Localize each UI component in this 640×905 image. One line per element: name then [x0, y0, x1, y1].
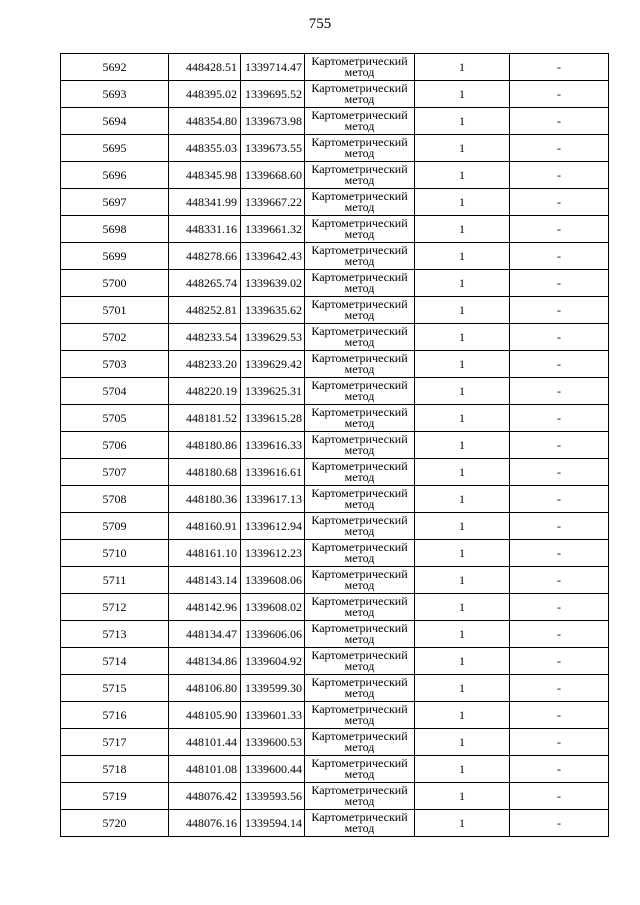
table-row: [61, 810, 609, 837]
accuracy-cell: 1: [415, 540, 510, 567]
method-line-2: метод: [344, 470, 375, 484]
description-cell: -: [510, 378, 609, 405]
method-cell: [305, 135, 415, 162]
description-cell: -: [510, 621, 609, 648]
table-row: [61, 81, 609, 108]
accuracy-cell: 1: [415, 756, 510, 783]
description-cell: -: [510, 486, 609, 513]
point-number-cell: 5705: [61, 405, 169, 432]
y-coordinate-cell: 1339635.62: [241, 297, 305, 324]
method-line-2: метод: [344, 659, 375, 673]
accuracy-cell: 1: [415, 297, 510, 324]
description-cell: -: [510, 108, 609, 135]
accuracy-cell: 1: [415, 783, 510, 810]
y-coordinate-cell: 1339594.14: [241, 810, 305, 837]
y-coordinate-cell: 1339600.44: [241, 756, 305, 783]
description-cell: -: [510, 81, 609, 108]
description-cell: -: [510, 756, 609, 783]
table-row: [61, 513, 609, 540]
method-line-1: Картометрический: [311, 432, 408, 446]
accuracy-cell: 1: [415, 675, 510, 702]
description-cell: -: [510, 783, 609, 810]
x-coordinate-cell: 448134.47: [169, 621, 241, 648]
method-line-1: Картометрический: [311, 297, 408, 311]
y-coordinate-cell: 1339673.98: [241, 108, 305, 135]
x-coordinate-cell: 448101.44: [169, 729, 241, 756]
method-line-2: метод: [344, 308, 375, 322]
coordinates-table-body: [61, 54, 609, 837]
y-coordinate-cell: 1339625.31: [241, 378, 305, 405]
method-cell: [305, 216, 415, 243]
table-row: [61, 405, 609, 432]
y-coordinate-cell: 1339661.32: [241, 216, 305, 243]
table-row: [61, 351, 609, 378]
method-line-1: Картометрический: [311, 243, 408, 257]
method-cell: [305, 621, 415, 648]
method-line-1: Картометрический: [311, 54, 408, 68]
method-line-2: метод: [344, 767, 375, 781]
point-number-cell: 5720: [61, 810, 169, 837]
method-line-1: Картометрический: [311, 108, 408, 122]
description-cell: -: [510, 405, 609, 432]
point-number-cell: 5699: [61, 243, 169, 270]
method-line-2: метод: [344, 146, 375, 160]
description-cell: -: [510, 810, 609, 837]
accuracy-cell: 1: [415, 702, 510, 729]
x-coordinate-cell: 448101.08: [169, 756, 241, 783]
y-coordinate-cell: 1339601.33: [241, 702, 305, 729]
page-number: 755: [308, 16, 332, 32]
method-line-1: Картометрический: [311, 513, 408, 527]
method-line-1: Картометрический: [311, 405, 408, 419]
method-line-1: Картометрический: [311, 270, 408, 284]
table-row: [61, 432, 609, 459]
point-number-cell: 5717: [61, 729, 169, 756]
point-number-cell: 5712: [61, 594, 169, 621]
x-coordinate-cell: 448341.99: [169, 189, 241, 216]
x-coordinate-cell: 448345.98: [169, 162, 241, 189]
point-number-cell: 5704: [61, 378, 169, 405]
description-cell: -: [510, 567, 609, 594]
point-number-cell: 5707: [61, 459, 169, 486]
method-line-1: Картометрический: [311, 486, 408, 500]
y-coordinate-cell: 1339667.22: [241, 189, 305, 216]
method-line-1: Картометрический: [311, 216, 408, 230]
method-cell: [305, 810, 415, 837]
description-cell: -: [510, 432, 609, 459]
table-row: [61, 243, 609, 270]
table-row: [61, 216, 609, 243]
x-coordinate-cell: 448233.54: [169, 324, 241, 351]
method-cell: [305, 54, 415, 81]
y-coordinate-cell: 1339642.43: [241, 243, 305, 270]
table-row: [61, 459, 609, 486]
accuracy-cell: 1: [415, 135, 510, 162]
description-cell: -: [510, 648, 609, 675]
method-cell: [305, 702, 415, 729]
method-cell: [305, 459, 415, 486]
point-number-cell: 5706: [61, 432, 169, 459]
point-number-cell: 5708: [61, 486, 169, 513]
x-coordinate-cell: 448355.03: [169, 135, 241, 162]
table-row: [61, 108, 609, 135]
y-coordinate-cell: 1339616.61: [241, 459, 305, 486]
method-line-1: Картометрический: [311, 162, 408, 176]
method-line-1: Картометрический: [311, 756, 408, 770]
method-line-2: метод: [344, 632, 375, 646]
method-line-2: метод: [344, 443, 375, 457]
table-row: [61, 540, 609, 567]
method-line-2: метод: [344, 686, 375, 700]
method-cell: [305, 540, 415, 567]
table-row: [61, 675, 609, 702]
method-cell: [305, 567, 415, 594]
method-cell: [305, 189, 415, 216]
accuracy-cell: 1: [415, 621, 510, 648]
method-line-1: Картометрический: [311, 81, 408, 95]
table-row: [61, 729, 609, 756]
x-coordinate-cell: 448395.02: [169, 81, 241, 108]
accuracy-cell: 1: [415, 513, 510, 540]
table-row: [61, 378, 609, 405]
point-number-cell: 5719: [61, 783, 169, 810]
y-coordinate-cell: 1339608.02: [241, 594, 305, 621]
accuracy-cell: 1: [415, 189, 510, 216]
accuracy-cell: 1: [415, 594, 510, 621]
description-cell: -: [510, 270, 609, 297]
x-coordinate-cell: 448278.66: [169, 243, 241, 270]
accuracy-cell: 1: [415, 648, 510, 675]
method-line-2: метод: [344, 173, 375, 187]
method-line-1: Картометрический: [311, 567, 408, 581]
description-cell: -: [510, 54, 609, 81]
method-line-2: метод: [344, 335, 375, 349]
x-coordinate-cell: 448180.86: [169, 432, 241, 459]
method-line-2: метод: [344, 281, 375, 295]
x-coordinate-cell: 448076.16: [169, 810, 241, 837]
method-line-2: метод: [344, 821, 375, 835]
table-row: [61, 162, 609, 189]
y-coordinate-cell: 1339604.92: [241, 648, 305, 675]
description-cell: -: [510, 702, 609, 729]
description-cell: -: [510, 189, 609, 216]
point-number-cell: 5700: [61, 270, 169, 297]
y-coordinate-cell: 1339599.30: [241, 675, 305, 702]
method-cell: [305, 729, 415, 756]
accuracy-cell: 1: [415, 108, 510, 135]
y-coordinate-cell: 1339615.28: [241, 405, 305, 432]
method-line-1: Картометрический: [311, 378, 408, 392]
method-line-2: метод: [344, 65, 375, 79]
point-number-cell: 5702: [61, 324, 169, 351]
accuracy-cell: 1: [415, 162, 510, 189]
method-cell: [305, 405, 415, 432]
table-row: [61, 486, 609, 513]
method-line-2: метод: [344, 794, 375, 808]
accuracy-cell: 1: [415, 729, 510, 756]
method-line-2: метод: [344, 605, 375, 619]
table-row: [61, 54, 609, 81]
y-coordinate-cell: 1339695.52: [241, 81, 305, 108]
method-cell: [305, 783, 415, 810]
point-number-cell: 5694: [61, 108, 169, 135]
y-coordinate-cell: 1339612.23: [241, 540, 305, 567]
method-line-1: Картометрический: [311, 702, 408, 716]
accuracy-cell: 1: [415, 405, 510, 432]
accuracy-cell: 1: [415, 243, 510, 270]
accuracy-cell: 1: [415, 459, 510, 486]
point-number-cell: 5695: [61, 135, 169, 162]
accuracy-cell: 1: [415, 810, 510, 837]
method-line-1: Картометрический: [311, 783, 408, 797]
method-cell: [305, 432, 415, 459]
table-row: [61, 621, 609, 648]
method-cell: [305, 162, 415, 189]
description-cell: -: [510, 513, 609, 540]
point-number-cell: 5711: [61, 567, 169, 594]
method-line-2: метод: [344, 92, 375, 106]
method-line-2: метод: [344, 416, 375, 430]
method-cell: [305, 648, 415, 675]
y-coordinate-cell: 1339629.42: [241, 351, 305, 378]
table-row: [61, 756, 609, 783]
table-row: [61, 648, 609, 675]
accuracy-cell: 1: [415, 324, 510, 351]
accuracy-cell: 1: [415, 351, 510, 378]
x-coordinate-cell: 448106.80: [169, 675, 241, 702]
description-cell: -: [510, 351, 609, 378]
x-coordinate-cell: 448181.52: [169, 405, 241, 432]
description-cell: -: [510, 540, 609, 567]
description-cell: -: [510, 162, 609, 189]
method-line-1: Картометрический: [311, 729, 408, 743]
method-line-2: метод: [344, 362, 375, 376]
method-line-1: Картометрический: [311, 459, 408, 473]
table-row: [61, 702, 609, 729]
method-cell: [305, 243, 415, 270]
point-number-cell: 5714: [61, 648, 169, 675]
x-coordinate-cell: 448105.90: [169, 702, 241, 729]
description-cell: -: [510, 675, 609, 702]
method-cell: [305, 756, 415, 783]
method-cell: [305, 378, 415, 405]
table-row: [61, 567, 609, 594]
y-coordinate-cell: 1339617.13: [241, 486, 305, 513]
accuracy-cell: 1: [415, 567, 510, 594]
y-coordinate-cell: 1339600.53: [241, 729, 305, 756]
x-coordinate-cell: 448143.14: [169, 567, 241, 594]
point-number-cell: 5715: [61, 675, 169, 702]
description-cell: -: [510, 297, 609, 324]
table-row: [61, 324, 609, 351]
y-coordinate-cell: 1339668.60: [241, 162, 305, 189]
description-cell: -: [510, 135, 609, 162]
table-row: [61, 135, 609, 162]
point-number-cell: 5716: [61, 702, 169, 729]
method-cell: [305, 351, 415, 378]
method-line-1: Картометрический: [311, 621, 408, 635]
method-cell: [305, 108, 415, 135]
method-cell: [305, 513, 415, 540]
method-line-1: Картометрический: [311, 648, 408, 662]
method-cell: [305, 297, 415, 324]
x-coordinate-cell: 448331.16: [169, 216, 241, 243]
table-row: [61, 594, 609, 621]
description-cell: -: [510, 243, 609, 270]
method-line-2: метод: [344, 551, 375, 565]
point-number-cell: 5698: [61, 216, 169, 243]
point-number-cell: 5709: [61, 513, 169, 540]
x-coordinate-cell: 448134.86: [169, 648, 241, 675]
method-line-2: метод: [344, 740, 375, 754]
method-cell: [305, 270, 415, 297]
x-coordinate-cell: 448180.36: [169, 486, 241, 513]
x-coordinate-cell: 448354.80: [169, 108, 241, 135]
x-coordinate-cell: 448233.20: [169, 351, 241, 378]
description-cell: -: [510, 459, 609, 486]
accuracy-cell: 1: [415, 270, 510, 297]
y-coordinate-cell: 1339612.94: [241, 513, 305, 540]
method-line-1: Картометрический: [311, 135, 408, 149]
table-row: [61, 783, 609, 810]
x-coordinate-cell: 448180.68: [169, 459, 241, 486]
point-number-cell: 5692: [61, 54, 169, 81]
method-line-2: метод: [344, 200, 375, 214]
accuracy-cell: 1: [415, 81, 510, 108]
method-line-1: Картометрический: [311, 594, 408, 608]
y-coordinate-cell: 1339629.53: [241, 324, 305, 351]
method-line-2: метод: [344, 227, 375, 241]
y-coordinate-cell: 1339616.33: [241, 432, 305, 459]
method-line-2: метод: [344, 254, 375, 268]
point-number-cell: 5713: [61, 621, 169, 648]
x-coordinate-cell: 448160.91: [169, 513, 241, 540]
x-coordinate-cell: 448076.42: [169, 783, 241, 810]
method-line-1: Картометрический: [311, 351, 408, 365]
y-coordinate-cell: 1339714.47: [241, 54, 305, 81]
method-cell: [305, 81, 415, 108]
accuracy-cell: 1: [415, 54, 510, 81]
method-cell: [305, 594, 415, 621]
method-line-1: Картометрический: [311, 810, 408, 824]
point-number-cell: 5693: [61, 81, 169, 108]
y-coordinate-cell: 1339593.56: [241, 783, 305, 810]
description-cell: -: [510, 216, 609, 243]
description-cell: -: [510, 594, 609, 621]
method-line-2: метод: [344, 119, 375, 133]
point-number-cell: 5696: [61, 162, 169, 189]
description-cell: -: [510, 324, 609, 351]
y-coordinate-cell: 1339608.06: [241, 567, 305, 594]
accuracy-cell: 1: [415, 486, 510, 513]
description-cell: -: [510, 729, 609, 756]
coordinates-table: [60, 53, 609, 837]
method-line-1: Картометрический: [311, 675, 408, 689]
y-coordinate-cell: 1339606.06: [241, 621, 305, 648]
accuracy-cell: 1: [415, 378, 510, 405]
point-number-cell: 5701: [61, 297, 169, 324]
accuracy-cell: 1: [415, 216, 510, 243]
point-number-cell: 5710: [61, 540, 169, 567]
method-line-2: метод: [344, 713, 375, 727]
y-coordinate-cell: 1339673.55: [241, 135, 305, 162]
x-coordinate-cell: 448428.51: [169, 54, 241, 81]
method-line-1: Картометрический: [311, 324, 408, 338]
x-coordinate-cell: 448220.19: [169, 378, 241, 405]
x-coordinate-cell: 448161.10: [169, 540, 241, 567]
method-line-2: метод: [344, 578, 375, 592]
method-line-2: метод: [344, 497, 375, 511]
method-cell: [305, 486, 415, 513]
table-row: [61, 189, 609, 216]
point-number-cell: 5697: [61, 189, 169, 216]
y-coordinate-cell: 1339639.02: [241, 270, 305, 297]
point-number-cell: 5703: [61, 351, 169, 378]
method-line-1: Картометрический: [311, 540, 408, 554]
method-line-2: метод: [344, 389, 375, 403]
method-line-2: метод: [344, 524, 375, 538]
x-coordinate-cell: 448252.81: [169, 297, 241, 324]
x-coordinate-cell: 448142.96: [169, 594, 241, 621]
point-number-cell: 5718: [61, 756, 169, 783]
x-coordinate-cell: 448265.74: [169, 270, 241, 297]
method-cell: [305, 324, 415, 351]
table-row: [61, 270, 609, 297]
method-line-1: Картометрический: [311, 189, 408, 203]
table-row: [61, 297, 609, 324]
method-cell: [305, 675, 415, 702]
accuracy-cell: 1: [415, 432, 510, 459]
